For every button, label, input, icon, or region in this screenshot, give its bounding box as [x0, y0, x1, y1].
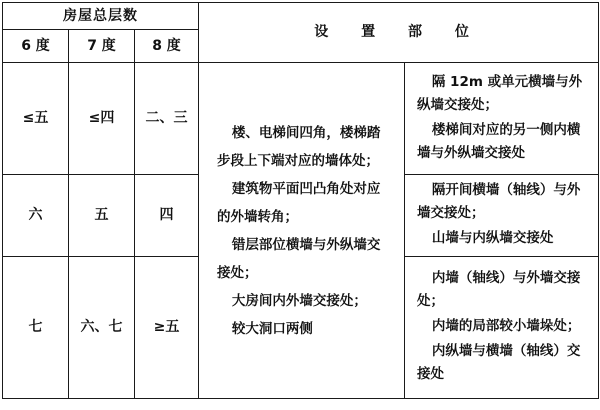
header-degree-6: 6 度: [3, 30, 69, 63]
specific-locations-cell: [405, 63, 599, 175]
common-location-item: 错层部位横墙与外纵墙交接处；: [217, 236, 381, 281]
specific-location-item: 隔开间横墙（轴线）与外墙交接处；: [417, 182, 581, 221]
table-row: [3, 63, 599, 175]
common-location-item: 建筑物平面凹凸角处对应的外墙转角；: [217, 180, 381, 225]
common-location-item: 较大洞口两侧: [231, 320, 313, 337]
cell-8-degree: 二、三: [135, 63, 199, 175]
cell-6-degree: 六: [3, 175, 69, 257]
specific-location-item: 楼梯间对应的另一侧内横墙与外纵墙交接处: [417, 121, 581, 161]
cell-7-degree: 六、七: [69, 257, 135, 399]
header-degree-7: 7 度: [69, 30, 135, 63]
common-locations-cell: [199, 63, 405, 399]
specific-location-item: 内纵墙与横墙（轴线）交接处: [417, 343, 581, 382]
specific-locations-cell: [405, 257, 599, 399]
specific-location-item: 隔 12m 或单元横墙与外纵墙交接处；: [417, 73, 583, 113]
specific-location-item: 内墙（轴线）与外墙交接处；: [417, 270, 581, 309]
header-row-1: [3, 3, 599, 30]
specific-locations-cell: [405, 175, 599, 257]
cell-6-degree: ≤五: [3, 63, 69, 175]
specific-location-item: 内墙的局部较小墙垛处；: [431, 318, 581, 334]
common-location-item: 楼、电梯间四角，楼梯踏步段上下端对应的墙体处；: [217, 124, 381, 169]
header-location: 设 置 部 位: [199, 3, 599, 63]
cell-8-degree: ≥五: [135, 257, 199, 399]
specific-location-item: 山墙与内纵墙交接处: [431, 230, 554, 246]
construction-column-table: [2, 2, 599, 399]
common-location-item: 大房间内外墙交接处；: [231, 292, 367, 309]
cell-6-degree: 七: [3, 257, 69, 399]
header-total-floors: 房屋总层数: [3, 3, 199, 30]
cell-7-degree: 五: [69, 175, 135, 257]
header-degree-8: 8 度: [135, 30, 199, 63]
cell-8-degree: 四: [135, 175, 199, 257]
cell-7-degree: ≤四: [69, 63, 135, 175]
